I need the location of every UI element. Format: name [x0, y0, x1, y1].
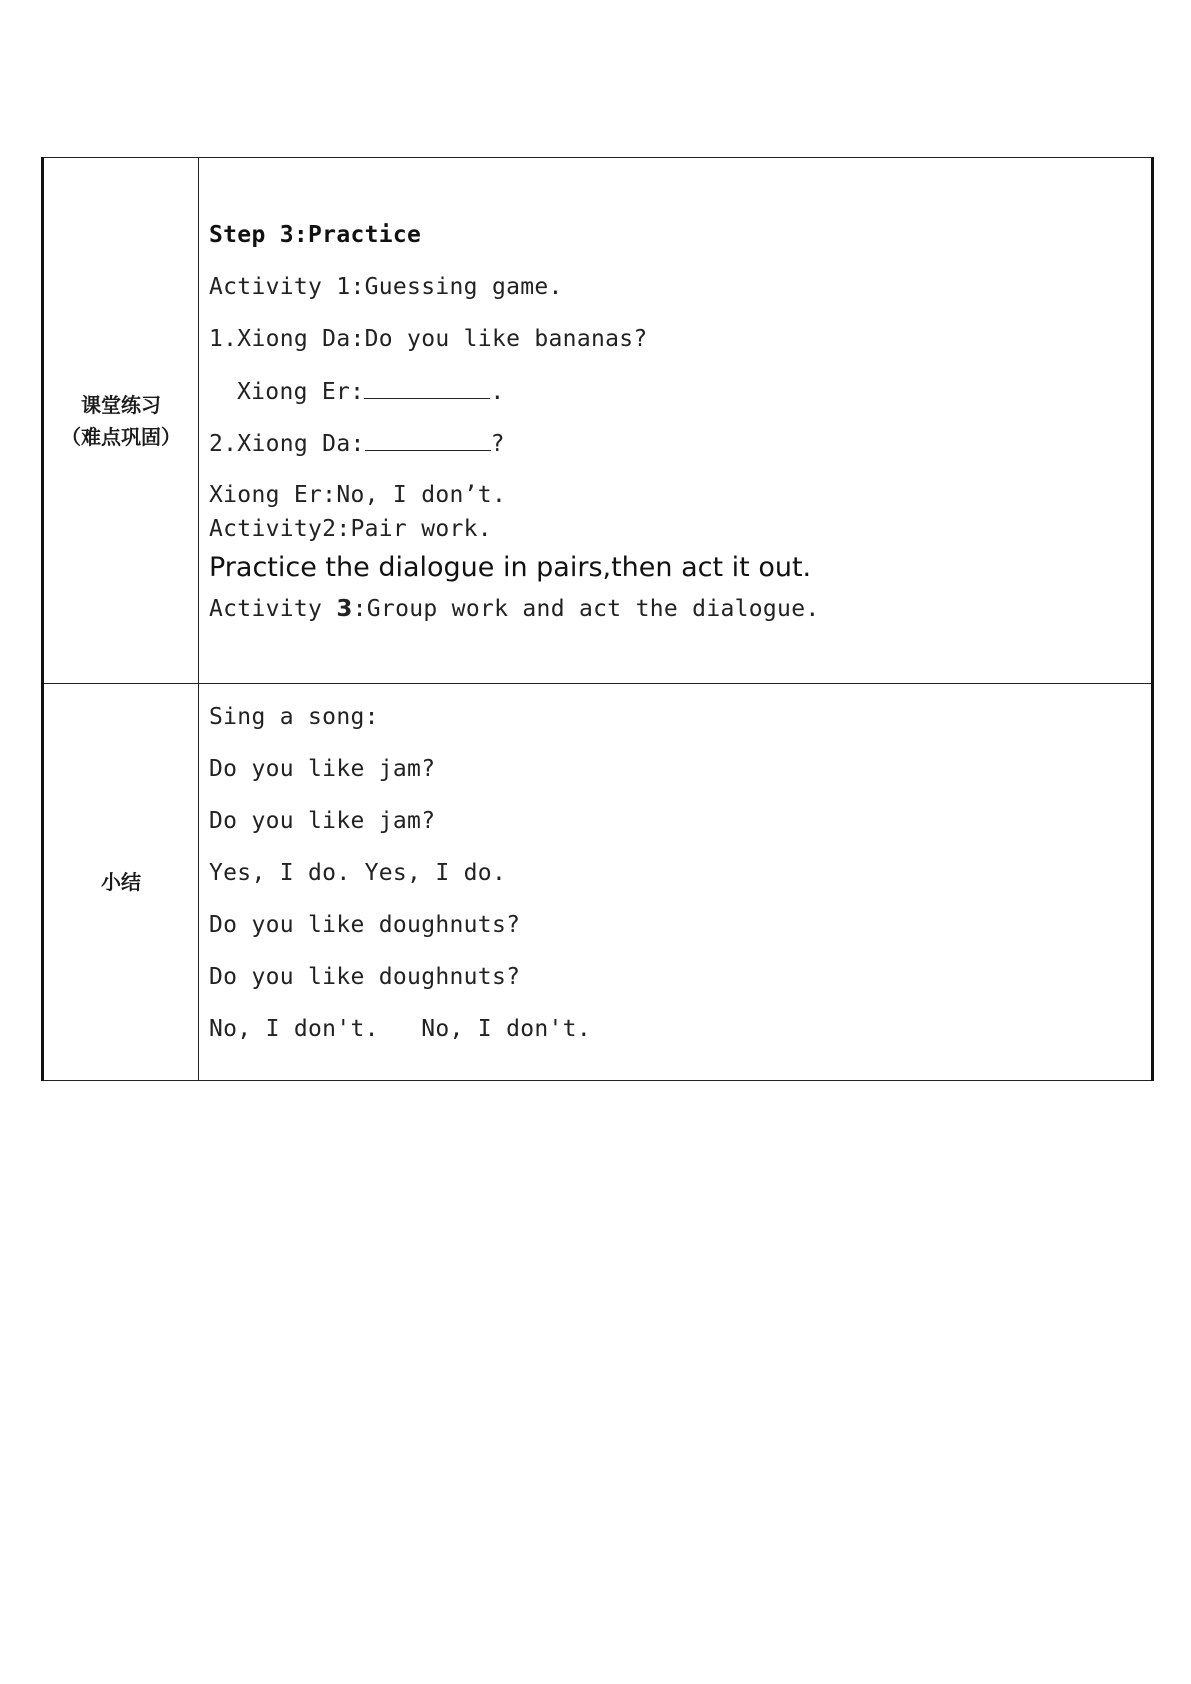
activity-1-heading: Activity 1:Guessing game. — [209, 274, 563, 300]
activity-3-heading — [209, 594, 1151, 646]
activity-2-heading: Activity2:Pair work. — [209, 516, 492, 542]
row-content-summary — [199, 684, 1153, 1081]
answer-punct: . — [490, 379, 505, 405]
table-row-practice — [43, 158, 1153, 684]
table-row-summary — [43, 684, 1153, 1081]
song-line: Do you like jam? — [209, 756, 436, 782]
question-2 — [209, 428, 1151, 480]
row-content-practice — [199, 158, 1153, 684]
question-2-speaker: 2.Xiong Da: — [209, 431, 365, 457]
question-2-punct: ? — [490, 431, 505, 457]
question-2-blank — [365, 428, 491, 451]
song-line: No, I don't. No, I don't. — [209, 1016, 591, 1042]
question-1: 1.Xiong Da:Do you like bananas? — [209, 326, 648, 352]
row-label-summary: 小结 — [43, 684, 199, 1081]
answer-blank — [364, 376, 490, 399]
activity-3-number: 3 — [336, 596, 353, 622]
song-line: Do you like doughnuts? — [209, 964, 521, 990]
question-2-answer: Xiong Er:No, I don’t. — [209, 482, 507, 508]
step-title: Step 3:Practice — [209, 222, 422, 248]
activity-3-prefix: Activity — [209, 596, 337, 622]
activity-3-suffix: :Group work and act the dialogue. — [352, 596, 820, 622]
song-line: Do you like jam? — [209, 808, 436, 834]
answer-speaker: Xiong Er: — [237, 379, 365, 405]
row-label-practice — [43, 158, 199, 684]
song-line: Sing a song: — [209, 704, 379, 730]
row-label-line-1: 课堂练习 — [81, 392, 161, 417]
question-1-answer — [209, 376, 1151, 428]
row-label-line-2: （难点巩固） — [61, 424, 181, 449]
song-line: Do you like doughnuts? — [209, 912, 521, 938]
lesson-table — [41, 157, 1154, 1081]
activity-2-instruction: Practice the dialogue in pairs,then act it out. — [209, 552, 812, 583]
song-line: Yes, I do. Yes, I do. — [209, 860, 507, 886]
